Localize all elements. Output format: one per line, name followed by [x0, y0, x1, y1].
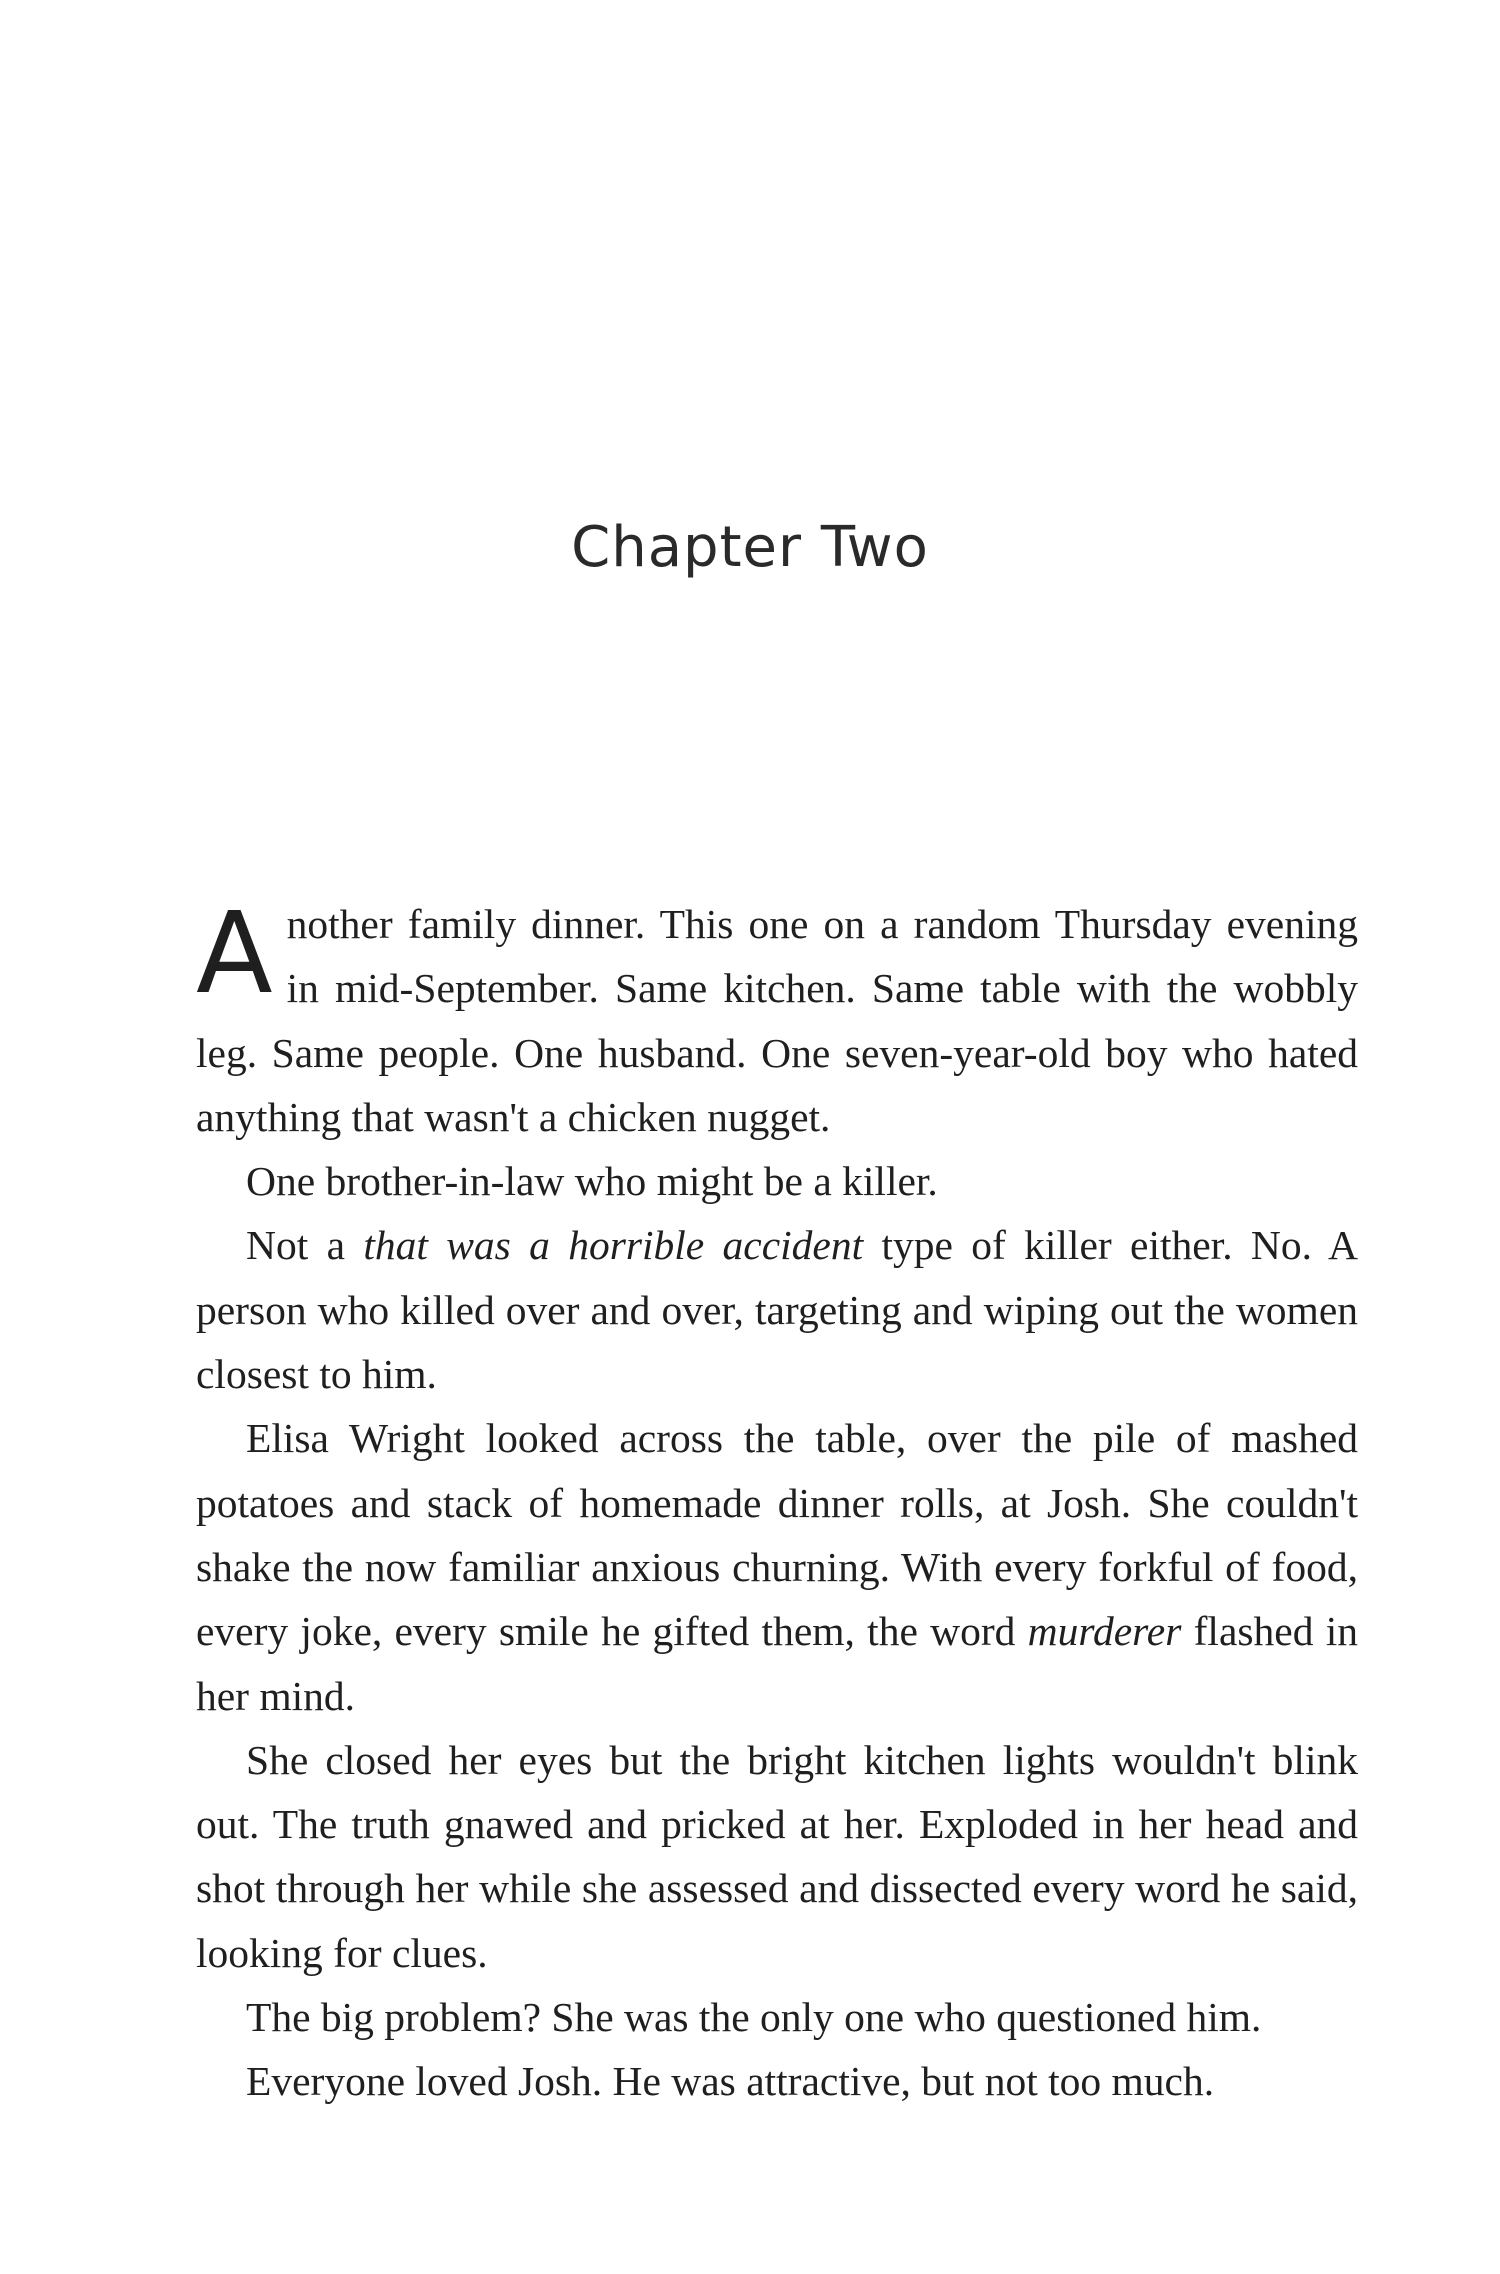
paragraph-3-italic: that was a horrible accident	[363, 1222, 864, 1269]
drop-cap: A	[196, 889, 273, 1019]
paragraph-1-text: nother family dinner. This one on a random Thursday evening in mid-September. Same kitchen. Same table with the wobbly leg. Same people. One husband. One seven-year-old boy who hated anything that wasn't a chicken nugget.	[196, 901, 1358, 1140]
paragraph-4-before: Elisa Wright looked across the table, over the pile of mashed potatoes and stack of homemade dinner rolls, at Josh. She couldn't shake the now familiar anxious churning. With every forkful of food, every joke, every smile he gifted them, the word	[196, 1415, 1358, 1655]
chapter-body	[196, 889, 1358, 2114]
paragraph-6: The big problem? She was the only one who questioned him.	[246, 1994, 1262, 2041]
paragraph-3	[196, 1213, 1358, 1406]
paragraph-1	[196, 889, 1358, 1149]
paragraph-3-after: type of killer either. No. A person who killed over and over, targeting and wiping out the women closest to him.	[196, 1222, 1358, 1398]
paragraph-2: One brother-in-law who might be a killer.	[246, 1158, 938, 1205]
paragraph-4-italic: murderer	[1027, 1608, 1182, 1655]
paragraph-3-before: Not a	[246, 1222, 364, 1269]
chapter-title: Chapter Two	[571, 515, 929, 580]
paragraph-4-after: flashed in her mind.	[196, 1608, 1358, 1719]
paragraph-4	[196, 1406, 1358, 1727]
paragraph-5: She closed her eyes but the bright kitchen lights wouldn't blink out. The truth gnawed and pricked at her. Exploded in her head and shot through her while she assessed and dissected every word he said, looking for clues.	[196, 1736, 1358, 1976]
paragraph-7: Everyone loved Josh. He was attractive, but not too much.	[246, 2058, 1215, 2105]
